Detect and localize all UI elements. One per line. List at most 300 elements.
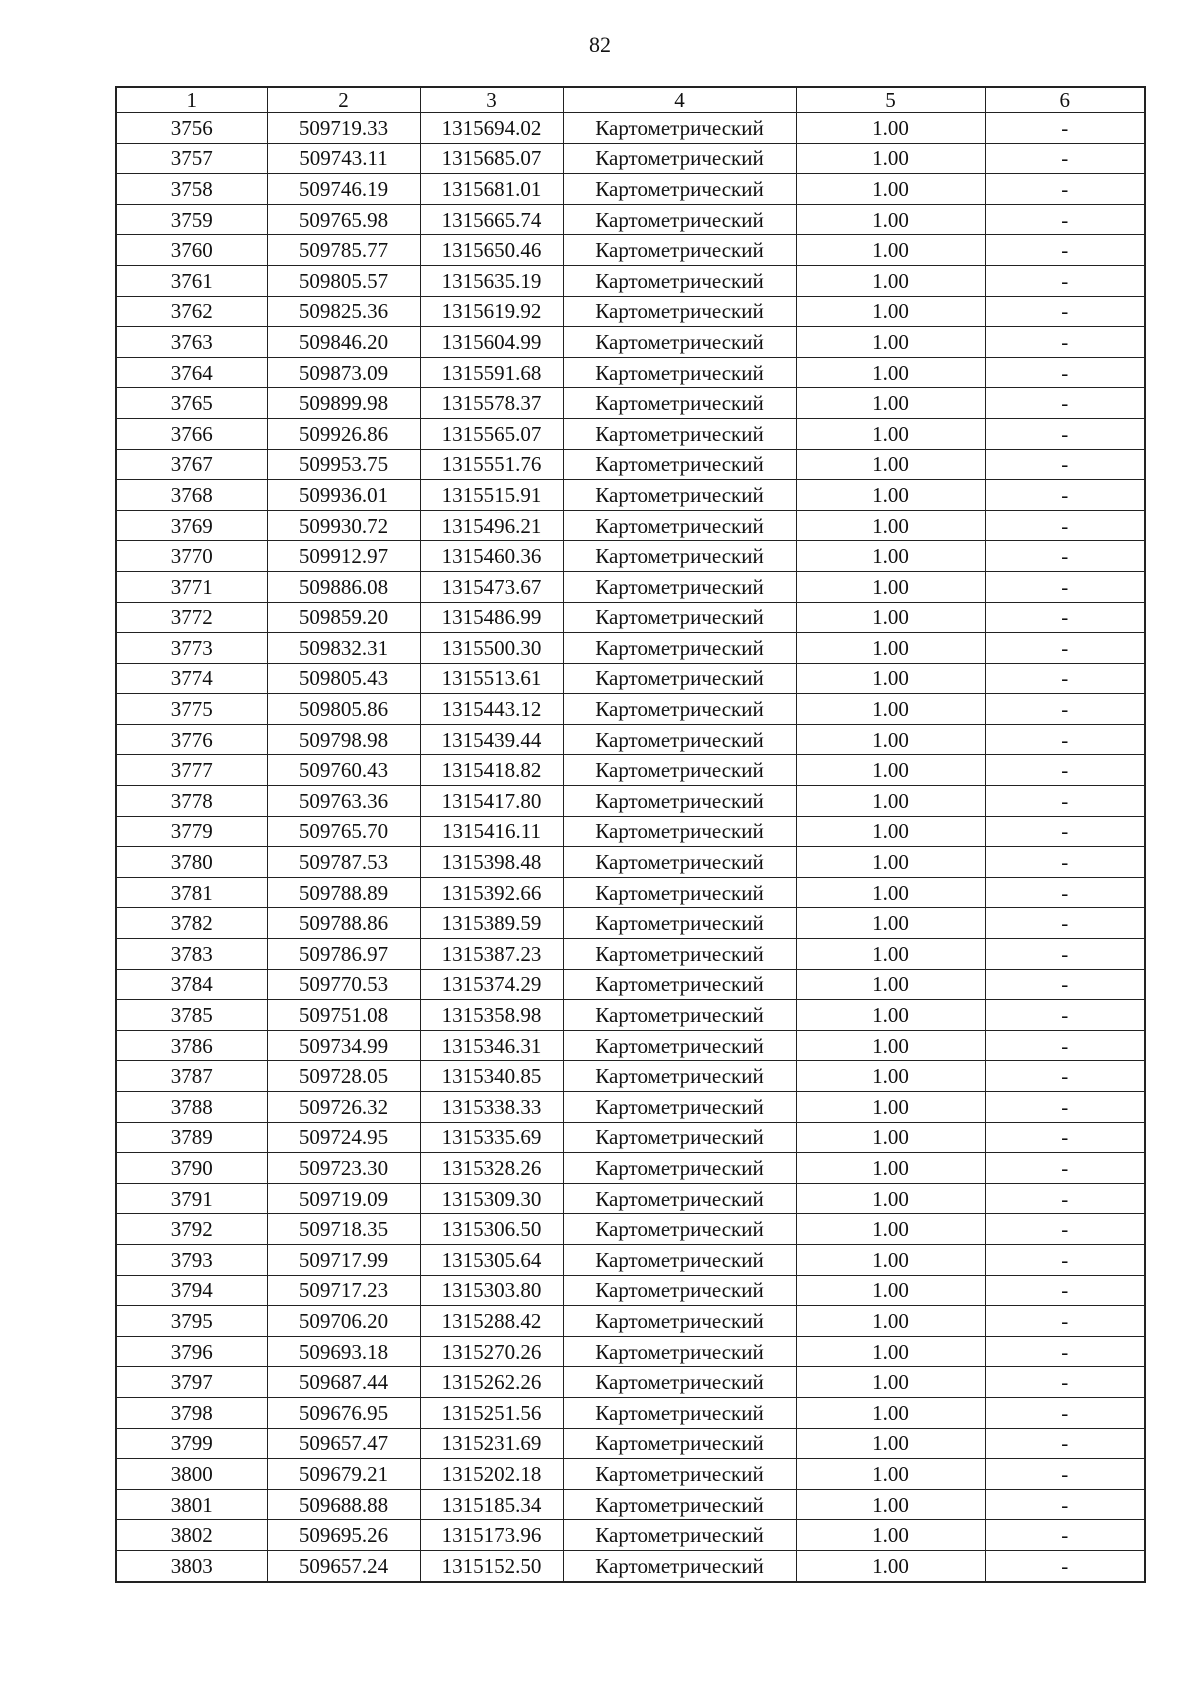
y-coordinate-cell: 1315551.76	[420, 449, 563, 480]
y-coordinate-cell: 1315473.67	[420, 571, 563, 602]
point-number-cell: 3788	[116, 1092, 267, 1123]
method-cell: Картометрический	[563, 694, 796, 725]
note-cell: -	[985, 1336, 1145, 1367]
coordinates-table	[115, 86, 1146, 1583]
method-cell: Картометрический	[563, 1275, 796, 1306]
y-coordinate-cell: 1315173.96	[420, 1520, 563, 1551]
x-coordinate-cell: 509724.95	[267, 1122, 420, 1153]
table-row	[116, 1153, 1145, 1184]
table-row	[116, 1306, 1145, 1337]
method-cell: Картометрический	[563, 143, 796, 174]
table-row	[116, 633, 1145, 664]
y-coordinate-cell: 1315185.34	[420, 1489, 563, 1520]
table-row	[116, 1183, 1145, 1214]
method-cell: Картометрический	[563, 296, 796, 327]
x-coordinate-cell: 509805.57	[267, 265, 420, 296]
accuracy-cell: 1.00	[796, 265, 985, 296]
header-cell-2: 2	[267, 87, 420, 113]
x-coordinate-cell: 509765.98	[267, 204, 420, 235]
note-cell: -	[985, 418, 1145, 449]
y-coordinate-cell: 1315305.64	[420, 1244, 563, 1275]
table-row	[116, 1489, 1145, 1520]
point-number-cell: 3759	[116, 204, 267, 235]
point-number-cell: 3797	[116, 1367, 267, 1398]
method-cell: Картометрический	[563, 327, 796, 358]
x-coordinate-cell: 509787.53	[267, 847, 420, 878]
header-cell-6: 6	[985, 87, 1145, 113]
note-cell: -	[985, 327, 1145, 358]
method-cell: Картометрический	[563, 174, 796, 205]
accuracy-cell: 1.00	[796, 1489, 985, 1520]
point-number-cell: 3781	[116, 877, 267, 908]
accuracy-cell: 1.00	[796, 633, 985, 664]
y-coordinate-cell: 1315515.91	[420, 480, 563, 511]
point-number-cell: 3794	[116, 1275, 267, 1306]
x-coordinate-cell: 509695.26	[267, 1520, 420, 1551]
header-cell-3: 3	[420, 87, 563, 113]
table-row	[116, 1061, 1145, 1092]
method-cell: Картометрический	[563, 602, 796, 633]
accuracy-cell: 1.00	[796, 1397, 985, 1428]
method-cell: Картометрический	[563, 816, 796, 847]
x-coordinate-cell: 509719.33	[267, 113, 420, 144]
table-header	[116, 87, 1145, 113]
y-coordinate-cell: 1315665.74	[420, 204, 563, 235]
point-number-cell: 3774	[116, 663, 267, 694]
method-cell: Картометрический	[563, 724, 796, 755]
x-coordinate-cell: 509788.86	[267, 908, 420, 939]
y-coordinate-cell: 1315650.46	[420, 235, 563, 266]
note-cell: -	[985, 113, 1145, 144]
page-number: 82	[589, 32, 611, 57]
point-number-cell: 3798	[116, 1397, 267, 1428]
accuracy-cell: 1.00	[796, 1122, 985, 1153]
note-cell: -	[985, 174, 1145, 205]
note-cell: -	[985, 1397, 1145, 1428]
table-row	[116, 1550, 1145, 1581]
table-row	[116, 724, 1145, 755]
y-coordinate-cell: 1315262.26	[420, 1367, 563, 1398]
y-coordinate-cell: 1315694.02	[420, 113, 563, 144]
point-number-cell: 3765	[116, 388, 267, 419]
point-number-cell: 3795	[116, 1306, 267, 1337]
x-coordinate-cell: 509953.75	[267, 449, 420, 480]
y-coordinate-cell: 1315604.99	[420, 327, 563, 358]
x-coordinate-cell: 509657.24	[267, 1550, 420, 1581]
note-cell: -	[985, 1092, 1145, 1123]
table-row	[116, 969, 1145, 1000]
table-row	[116, 694, 1145, 725]
header-cell-5: 5	[796, 87, 985, 113]
table-row	[116, 1520, 1145, 1551]
table-row	[116, 265, 1145, 296]
method-cell: Картометрический	[563, 1550, 796, 1581]
point-number-cell: 3783	[116, 939, 267, 970]
y-coordinate-cell: 1315202.18	[420, 1459, 563, 1490]
x-coordinate-cell: 509825.36	[267, 296, 420, 327]
point-number-cell: 3776	[116, 724, 267, 755]
note-cell: -	[985, 143, 1145, 174]
table-row	[116, 571, 1145, 602]
point-number-cell: 3756	[116, 113, 267, 144]
note-cell: -	[985, 571, 1145, 602]
x-coordinate-cell: 509746.19	[267, 174, 420, 205]
y-coordinate-cell: 1315635.19	[420, 265, 563, 296]
method-cell: Картометрический	[563, 1428, 796, 1459]
accuracy-cell: 1.00	[796, 388, 985, 419]
method-cell: Картометрический	[563, 1336, 796, 1367]
y-coordinate-cell: 1315288.42	[420, 1306, 563, 1337]
point-number-cell: 3763	[116, 327, 267, 358]
point-number-cell: 3771	[116, 571, 267, 602]
y-coordinate-cell: 1315417.80	[420, 786, 563, 817]
point-number-cell: 3770	[116, 541, 267, 572]
note-cell: -	[985, 633, 1145, 664]
y-coordinate-cell: 1315619.92	[420, 296, 563, 327]
table-row	[116, 877, 1145, 908]
accuracy-cell: 1.00	[796, 663, 985, 694]
table-row	[116, 357, 1145, 388]
accuracy-cell: 1.00	[796, 1306, 985, 1337]
accuracy-cell: 1.00	[796, 1061, 985, 1092]
method-cell: Картометрический	[563, 265, 796, 296]
x-coordinate-cell: 509805.43	[267, 663, 420, 694]
point-number-cell: 3757	[116, 143, 267, 174]
method-cell: Картометрический	[563, 1244, 796, 1275]
x-coordinate-cell: 509717.99	[267, 1244, 420, 1275]
point-number-cell: 3789	[116, 1122, 267, 1153]
note-cell: -	[985, 449, 1145, 480]
method-cell: Картометрический	[563, 1520, 796, 1551]
y-coordinate-cell: 1315152.50	[420, 1550, 563, 1581]
note-cell: -	[985, 1520, 1145, 1551]
note-cell: -	[985, 908, 1145, 939]
table-row	[116, 480, 1145, 511]
table-row	[116, 1122, 1145, 1153]
x-coordinate-cell: 509679.21	[267, 1459, 420, 1490]
x-coordinate-cell: 509688.88	[267, 1489, 420, 1520]
accuracy-cell: 1.00	[796, 908, 985, 939]
table-row	[116, 296, 1145, 327]
note-cell: -	[985, 1214, 1145, 1245]
y-coordinate-cell: 1315486.99	[420, 602, 563, 633]
accuracy-cell: 1.00	[796, 113, 985, 144]
x-coordinate-cell: 509723.30	[267, 1153, 420, 1184]
header-cell-1: 1	[116, 87, 267, 113]
table-row	[116, 1030, 1145, 1061]
table-row	[116, 939, 1145, 970]
method-cell: Картометрический	[563, 877, 796, 908]
note-cell: -	[985, 1428, 1145, 1459]
x-coordinate-cell: 509760.43	[267, 755, 420, 786]
note-cell: -	[985, 1367, 1145, 1398]
point-number-cell: 3762	[116, 296, 267, 327]
accuracy-cell: 1.00	[796, 1428, 985, 1459]
accuracy-cell: 1.00	[796, 418, 985, 449]
accuracy-cell: 1.00	[796, 357, 985, 388]
point-number-cell: 3802	[116, 1520, 267, 1551]
x-coordinate-cell: 509788.89	[267, 877, 420, 908]
table-row	[116, 786, 1145, 817]
note-cell: -	[985, 969, 1145, 1000]
y-coordinate-cell: 1315416.11	[420, 816, 563, 847]
table-row	[116, 174, 1145, 205]
x-coordinate-cell: 509706.20	[267, 1306, 420, 1337]
note-cell: -	[985, 1550, 1145, 1581]
note-cell: -	[985, 510, 1145, 541]
note-cell: -	[985, 235, 1145, 266]
y-coordinate-cell: 1315460.36	[420, 541, 563, 572]
method-cell: Картометрический	[563, 1092, 796, 1123]
x-coordinate-cell: 509930.72	[267, 510, 420, 541]
table-row	[116, 1336, 1145, 1367]
note-cell: -	[985, 388, 1145, 419]
method-cell: Картометрический	[563, 1459, 796, 1490]
method-cell: Картометрический	[563, 1214, 796, 1245]
x-coordinate-cell: 509805.86	[267, 694, 420, 725]
accuracy-cell: 1.00	[796, 1214, 985, 1245]
table-row	[116, 755, 1145, 786]
table-row	[116, 1244, 1145, 1275]
y-coordinate-cell: 1315387.23	[420, 939, 563, 970]
accuracy-cell: 1.00	[796, 1520, 985, 1551]
y-coordinate-cell: 1315500.30	[420, 633, 563, 664]
y-coordinate-cell: 1315398.48	[420, 847, 563, 878]
accuracy-cell: 1.00	[796, 724, 985, 755]
point-number-cell: 3779	[116, 816, 267, 847]
method-cell: Картометрический	[563, 388, 796, 419]
y-coordinate-cell: 1315251.56	[420, 1397, 563, 1428]
accuracy-cell: 1.00	[796, 602, 985, 633]
accuracy-cell: 1.00	[796, 786, 985, 817]
point-number-cell: 3786	[116, 1030, 267, 1061]
x-coordinate-cell: 509719.09	[267, 1183, 420, 1214]
table-row	[116, 113, 1145, 144]
table-row	[116, 204, 1145, 235]
method-cell: Картометрический	[563, 1183, 796, 1214]
note-cell: -	[985, 939, 1145, 970]
note-cell: -	[985, 1306, 1145, 1337]
note-cell: -	[985, 1489, 1145, 1520]
note-cell: -	[985, 786, 1145, 817]
x-coordinate-cell: 509912.97	[267, 541, 420, 572]
method-cell: Картометрический	[563, 1153, 796, 1184]
point-number-cell: 3761	[116, 265, 267, 296]
table-row	[116, 449, 1145, 480]
table-row	[116, 388, 1145, 419]
table-row	[116, 816, 1145, 847]
accuracy-cell: 1.00	[796, 1550, 985, 1581]
accuracy-cell: 1.00	[796, 877, 985, 908]
note-cell: -	[985, 724, 1145, 755]
y-coordinate-cell: 1315338.33	[420, 1092, 563, 1123]
header-row	[116, 87, 1145, 113]
x-coordinate-cell: 509770.53	[267, 969, 420, 1000]
note-cell: -	[985, 1275, 1145, 1306]
method-cell: Картометрический	[563, 449, 796, 480]
method-cell: Картометрический	[563, 1122, 796, 1153]
point-number-cell: 3803	[116, 1550, 267, 1581]
point-number-cell: 3799	[116, 1428, 267, 1459]
point-number-cell: 3796	[116, 1336, 267, 1367]
accuracy-cell: 1.00	[796, 1244, 985, 1275]
y-coordinate-cell: 1315335.69	[420, 1122, 563, 1153]
point-number-cell: 3764	[116, 357, 267, 388]
note-cell: -	[985, 877, 1145, 908]
accuracy-cell: 1.00	[796, 939, 985, 970]
y-coordinate-cell: 1315578.37	[420, 388, 563, 419]
note-cell: -	[985, 1459, 1145, 1490]
point-number-cell: 3782	[116, 908, 267, 939]
note-cell: -	[985, 541, 1145, 572]
point-number-cell: 3790	[116, 1153, 267, 1184]
accuracy-cell: 1.00	[796, 1153, 985, 1184]
x-coordinate-cell: 509798.98	[267, 724, 420, 755]
x-coordinate-cell: 509846.20	[267, 327, 420, 358]
note-cell: -	[985, 1244, 1145, 1275]
table-row	[116, 1275, 1145, 1306]
method-cell: Картометрический	[563, 1030, 796, 1061]
y-coordinate-cell: 1315309.30	[420, 1183, 563, 1214]
table-row	[116, 1092, 1145, 1123]
method-cell: Картометрический	[563, 541, 796, 572]
accuracy-cell: 1.00	[796, 847, 985, 878]
table-row	[116, 908, 1145, 939]
point-number-cell: 3778	[116, 786, 267, 817]
table-row	[116, 1367, 1145, 1398]
method-cell: Картометрический	[563, 113, 796, 144]
accuracy-cell: 1.00	[796, 1183, 985, 1214]
x-coordinate-cell: 509786.97	[267, 939, 420, 970]
x-coordinate-cell: 509785.77	[267, 235, 420, 266]
method-cell: Картометрический	[563, 235, 796, 266]
y-coordinate-cell: 1315565.07	[420, 418, 563, 449]
note-cell: -	[985, 1153, 1145, 1184]
accuracy-cell: 1.00	[796, 1275, 985, 1306]
x-coordinate-cell: 509717.23	[267, 1275, 420, 1306]
note-cell: -	[985, 1122, 1145, 1153]
y-coordinate-cell: 1315346.31	[420, 1030, 563, 1061]
y-coordinate-cell: 1315443.12	[420, 694, 563, 725]
point-number-cell: 3758	[116, 174, 267, 205]
x-coordinate-cell: 509676.95	[267, 1397, 420, 1428]
x-coordinate-cell: 509657.47	[267, 1428, 420, 1459]
table-row	[116, 663, 1145, 694]
point-number-cell: 3760	[116, 235, 267, 266]
y-coordinate-cell: 1315591.68	[420, 357, 563, 388]
y-coordinate-cell: 1315374.29	[420, 969, 563, 1000]
table-row	[116, 1459, 1145, 1490]
method-cell: Картометрический	[563, 510, 796, 541]
x-coordinate-cell: 509873.09	[267, 357, 420, 388]
note-cell: -	[985, 816, 1145, 847]
note-cell: -	[985, 204, 1145, 235]
method-cell: Картометрический	[563, 418, 796, 449]
accuracy-cell: 1.00	[796, 541, 985, 572]
y-coordinate-cell: 1315496.21	[420, 510, 563, 541]
note-cell: -	[985, 694, 1145, 725]
method-cell: Картометрический	[563, 1397, 796, 1428]
point-number-cell: 3766	[116, 418, 267, 449]
accuracy-cell: 1.00	[796, 1459, 985, 1490]
point-number-cell: 3769	[116, 510, 267, 541]
x-coordinate-cell: 509718.35	[267, 1214, 420, 1245]
method-cell: Картометрический	[563, 755, 796, 786]
note-cell: -	[985, 755, 1145, 786]
accuracy-cell: 1.00	[796, 969, 985, 1000]
accuracy-cell: 1.00	[796, 296, 985, 327]
note-cell: -	[985, 1061, 1145, 1092]
x-coordinate-cell: 509926.86	[267, 418, 420, 449]
accuracy-cell: 1.00	[796, 204, 985, 235]
y-coordinate-cell: 1315513.61	[420, 663, 563, 694]
accuracy-cell: 1.00	[796, 1336, 985, 1367]
method-cell: Картометрический	[563, 1489, 796, 1520]
point-number-cell: 3780	[116, 847, 267, 878]
note-cell: -	[985, 1000, 1145, 1031]
table-row	[116, 1397, 1145, 1428]
point-number-cell: 3768	[116, 480, 267, 511]
point-number-cell: 3800	[116, 1459, 267, 1490]
method-cell: Картометрический	[563, 1367, 796, 1398]
table-row	[116, 541, 1145, 572]
note-cell: -	[985, 847, 1145, 878]
x-coordinate-cell: 509743.11	[267, 143, 420, 174]
method-cell: Картометрический	[563, 1061, 796, 1092]
point-number-cell: 3767	[116, 449, 267, 480]
accuracy-cell: 1.00	[796, 480, 985, 511]
method-cell: Картометрический	[563, 571, 796, 602]
accuracy-cell: 1.00	[796, 816, 985, 847]
method-cell: Картометрический	[563, 1000, 796, 1031]
x-coordinate-cell: 509728.05	[267, 1061, 420, 1092]
x-coordinate-cell: 509734.99	[267, 1030, 420, 1061]
accuracy-cell: 1.00	[796, 755, 985, 786]
accuracy-cell: 1.00	[796, 174, 985, 205]
x-coordinate-cell: 509693.18	[267, 1336, 420, 1367]
accuracy-cell: 1.00	[796, 1367, 985, 1398]
x-coordinate-cell: 509936.01	[267, 480, 420, 511]
note-cell: -	[985, 1183, 1145, 1214]
x-coordinate-cell: 509859.20	[267, 602, 420, 633]
point-number-cell: 3777	[116, 755, 267, 786]
table-body	[116, 113, 1145, 1582]
note-cell: -	[985, 357, 1145, 388]
method-cell: Картометрический	[563, 663, 796, 694]
accuracy-cell: 1.00	[796, 327, 985, 358]
accuracy-cell: 1.00	[796, 694, 985, 725]
y-coordinate-cell: 1315358.98	[420, 1000, 563, 1031]
accuracy-cell: 1.00	[796, 1000, 985, 1031]
y-coordinate-cell: 1315418.82	[420, 755, 563, 786]
x-coordinate-cell: 509832.31	[267, 633, 420, 664]
y-coordinate-cell: 1315681.01	[420, 174, 563, 205]
accuracy-cell: 1.00	[796, 449, 985, 480]
note-cell: -	[985, 663, 1145, 694]
table-row	[116, 602, 1145, 633]
y-coordinate-cell: 1315231.69	[420, 1428, 563, 1459]
note-cell: -	[985, 265, 1145, 296]
point-number-cell: 3772	[116, 602, 267, 633]
x-coordinate-cell: 509763.36	[267, 786, 420, 817]
point-number-cell: 3785	[116, 1000, 267, 1031]
method-cell: Картометрический	[563, 633, 796, 664]
point-number-cell: 3801	[116, 1489, 267, 1520]
x-coordinate-cell: 509687.44	[267, 1367, 420, 1398]
table-row	[116, 418, 1145, 449]
method-cell: Картометрический	[563, 204, 796, 235]
method-cell: Картометрический	[563, 908, 796, 939]
